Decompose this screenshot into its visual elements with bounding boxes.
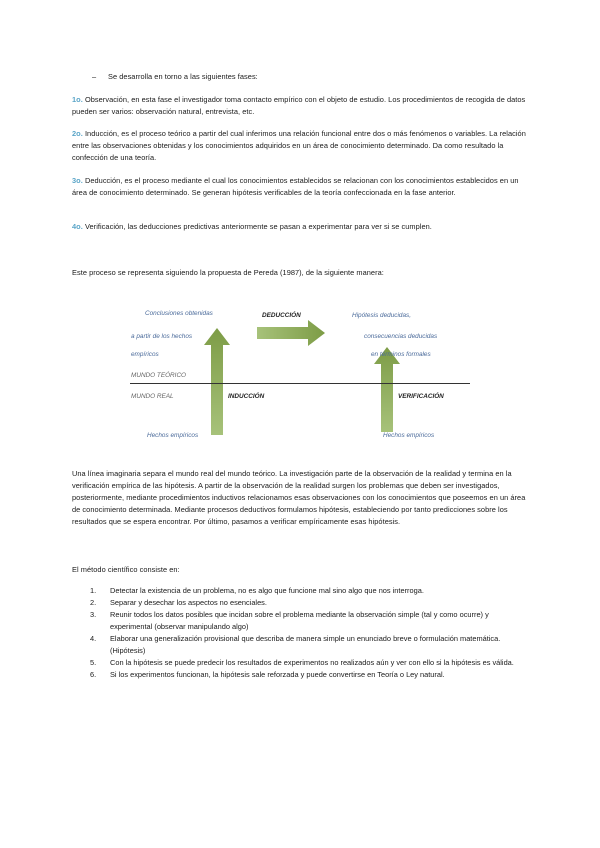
list-item [72,597,532,609]
conclusions-line-2: a partir de los hechos [131,333,193,340]
step-number: 1. [90,586,97,595]
phase-number: 2o. [72,129,83,138]
step-text: Si los experimentos funcionan, la hipótesis sale reforzada y puede convertirse en Teoría o Ley natural. [110,670,445,680]
research-process-diagram [125,300,475,450]
phase-2 [72,128,530,164]
phase-number: 1o. [72,95,83,104]
step-text: Detectar la existencia de un problema, no es algo que funcione mal sino algo que nos interroga. [110,586,424,595]
phase-text: Observación, en esta fase el investigador toma contacto empírico con el objeto de estudio. Los procedimientos de recogida de datos pueden ser varios: observación natural, entrevista, etc. [72,95,526,116]
step-number: 6. [90,670,97,680]
hechos-empiricos-left: Hechos empíricos [147,432,199,439]
hechos-empiricos-right: Hechos empíricos [383,432,435,439]
world-divider-line [130,383,470,384]
step-text: Elaborar una generalización provisional que describa de manera simple un enunciado breve o formulación matemática. (Hipótesis) [110,634,501,655]
method-title: El método científico consiste en: [72,565,180,574]
explanation-paragraph: Una línea imaginaria separa el mundo real del mundo teórico. La investigación parte de la observación de la realidad y termina en la verificación empírica de las hipótesis. A partir de la observación de la realidad surgen los problemas que deben ser investigados, posteriormente, mediante procedimientos inductivos relacionamos esas observaciones con los conocimientos que poseemos en un área de conocimiento determinada. Mediante procesos deductivos formulamos hipótesis, estableciendo por tanto predicciones sobre los resultados que se espera encontrar. Por último, pasamos a verificar empíricamente esas hipótesis. [72,469,526,526]
list-item [72,669,532,681]
process-intro: Este proceso se representa siguiendo la propuesta de Pereda (1987), de la siguiente manera: [72,268,384,277]
mundo-teorico-label: MUNDO TEÓRICO [131,372,187,379]
method-steps-list [72,585,532,681]
phase-number: 3o. [72,176,83,185]
phase-text: Deducción, es el proceso mediante el cual los conocimientos establecidos se relacionan con los conocimientos establecidos en un área de conocimiento determinado. Se generan hipótesis verificables de la teoría confeccionada en la fase anterior. [72,176,519,197]
phase-3 [72,175,530,199]
phase-text: Inducción, es el proceso teórico a partir del cual inferimos una relación funcional entre dos o más fenómenos o variables. La relación entre las observaciones obtenidas y los conocimientos adquiridos en un área de conocimiento determinado. Da como resultado la confección de una teoría. [72,129,526,162]
hypotheses-line-2: consecuencias deducidas [364,333,438,340]
phases-intro: Se desarrolla en torno a las siguientes fases: [108,72,258,81]
deduction-arrow [257,320,325,346]
phase-number: 4o. [72,222,83,231]
hypotheses-line-1: Hipótesis deducidas, [352,312,411,319]
induccion-label: INDUCCIÓN [228,393,265,400]
induction-arrow [204,328,230,435]
step-number: 3. [90,610,97,620]
list-item [72,585,532,597]
list-item [72,633,532,656]
phase-text: Verificación, las deducciones predictivas anteriormente se pasan a experimentar para ver si se cumplen. [82,222,432,231]
step-number: 2. [90,598,97,608]
verification-arrow [374,347,400,432]
step-number: 4. [90,634,97,644]
step-text: Con la hipótesis se puede predecir los resultados de experimentos no realizados aún y ver con ello si la hipótesis es válida. [110,657,514,667]
verificacion-label: VERIFICACIÓN [398,393,444,400]
bullet-dash: – [92,72,97,81]
conclusions-line-3: empíricos [131,351,159,358]
phase-1 [72,94,530,118]
conclusions-line-1: Conclusiones obtenidas [145,310,213,317]
phase-4 [72,221,530,233]
step-text: Separar y desechar los aspectos no esenciales. [110,598,267,608]
deduccion-label: DEDUCCIÓN [262,312,301,319]
step-number: 5. [90,657,97,667]
list-item [72,657,532,669]
mundo-real-label: MUNDO REAL [131,393,174,400]
list-item [72,609,532,632]
hypotheses-line-3: en términos formales [371,351,431,358]
step-text: Reunir todos los datos posibles que incidan sobre el problema mediante la observación simple (tal y como ocurre) y experimental (observar manipulando algo) [110,610,489,631]
